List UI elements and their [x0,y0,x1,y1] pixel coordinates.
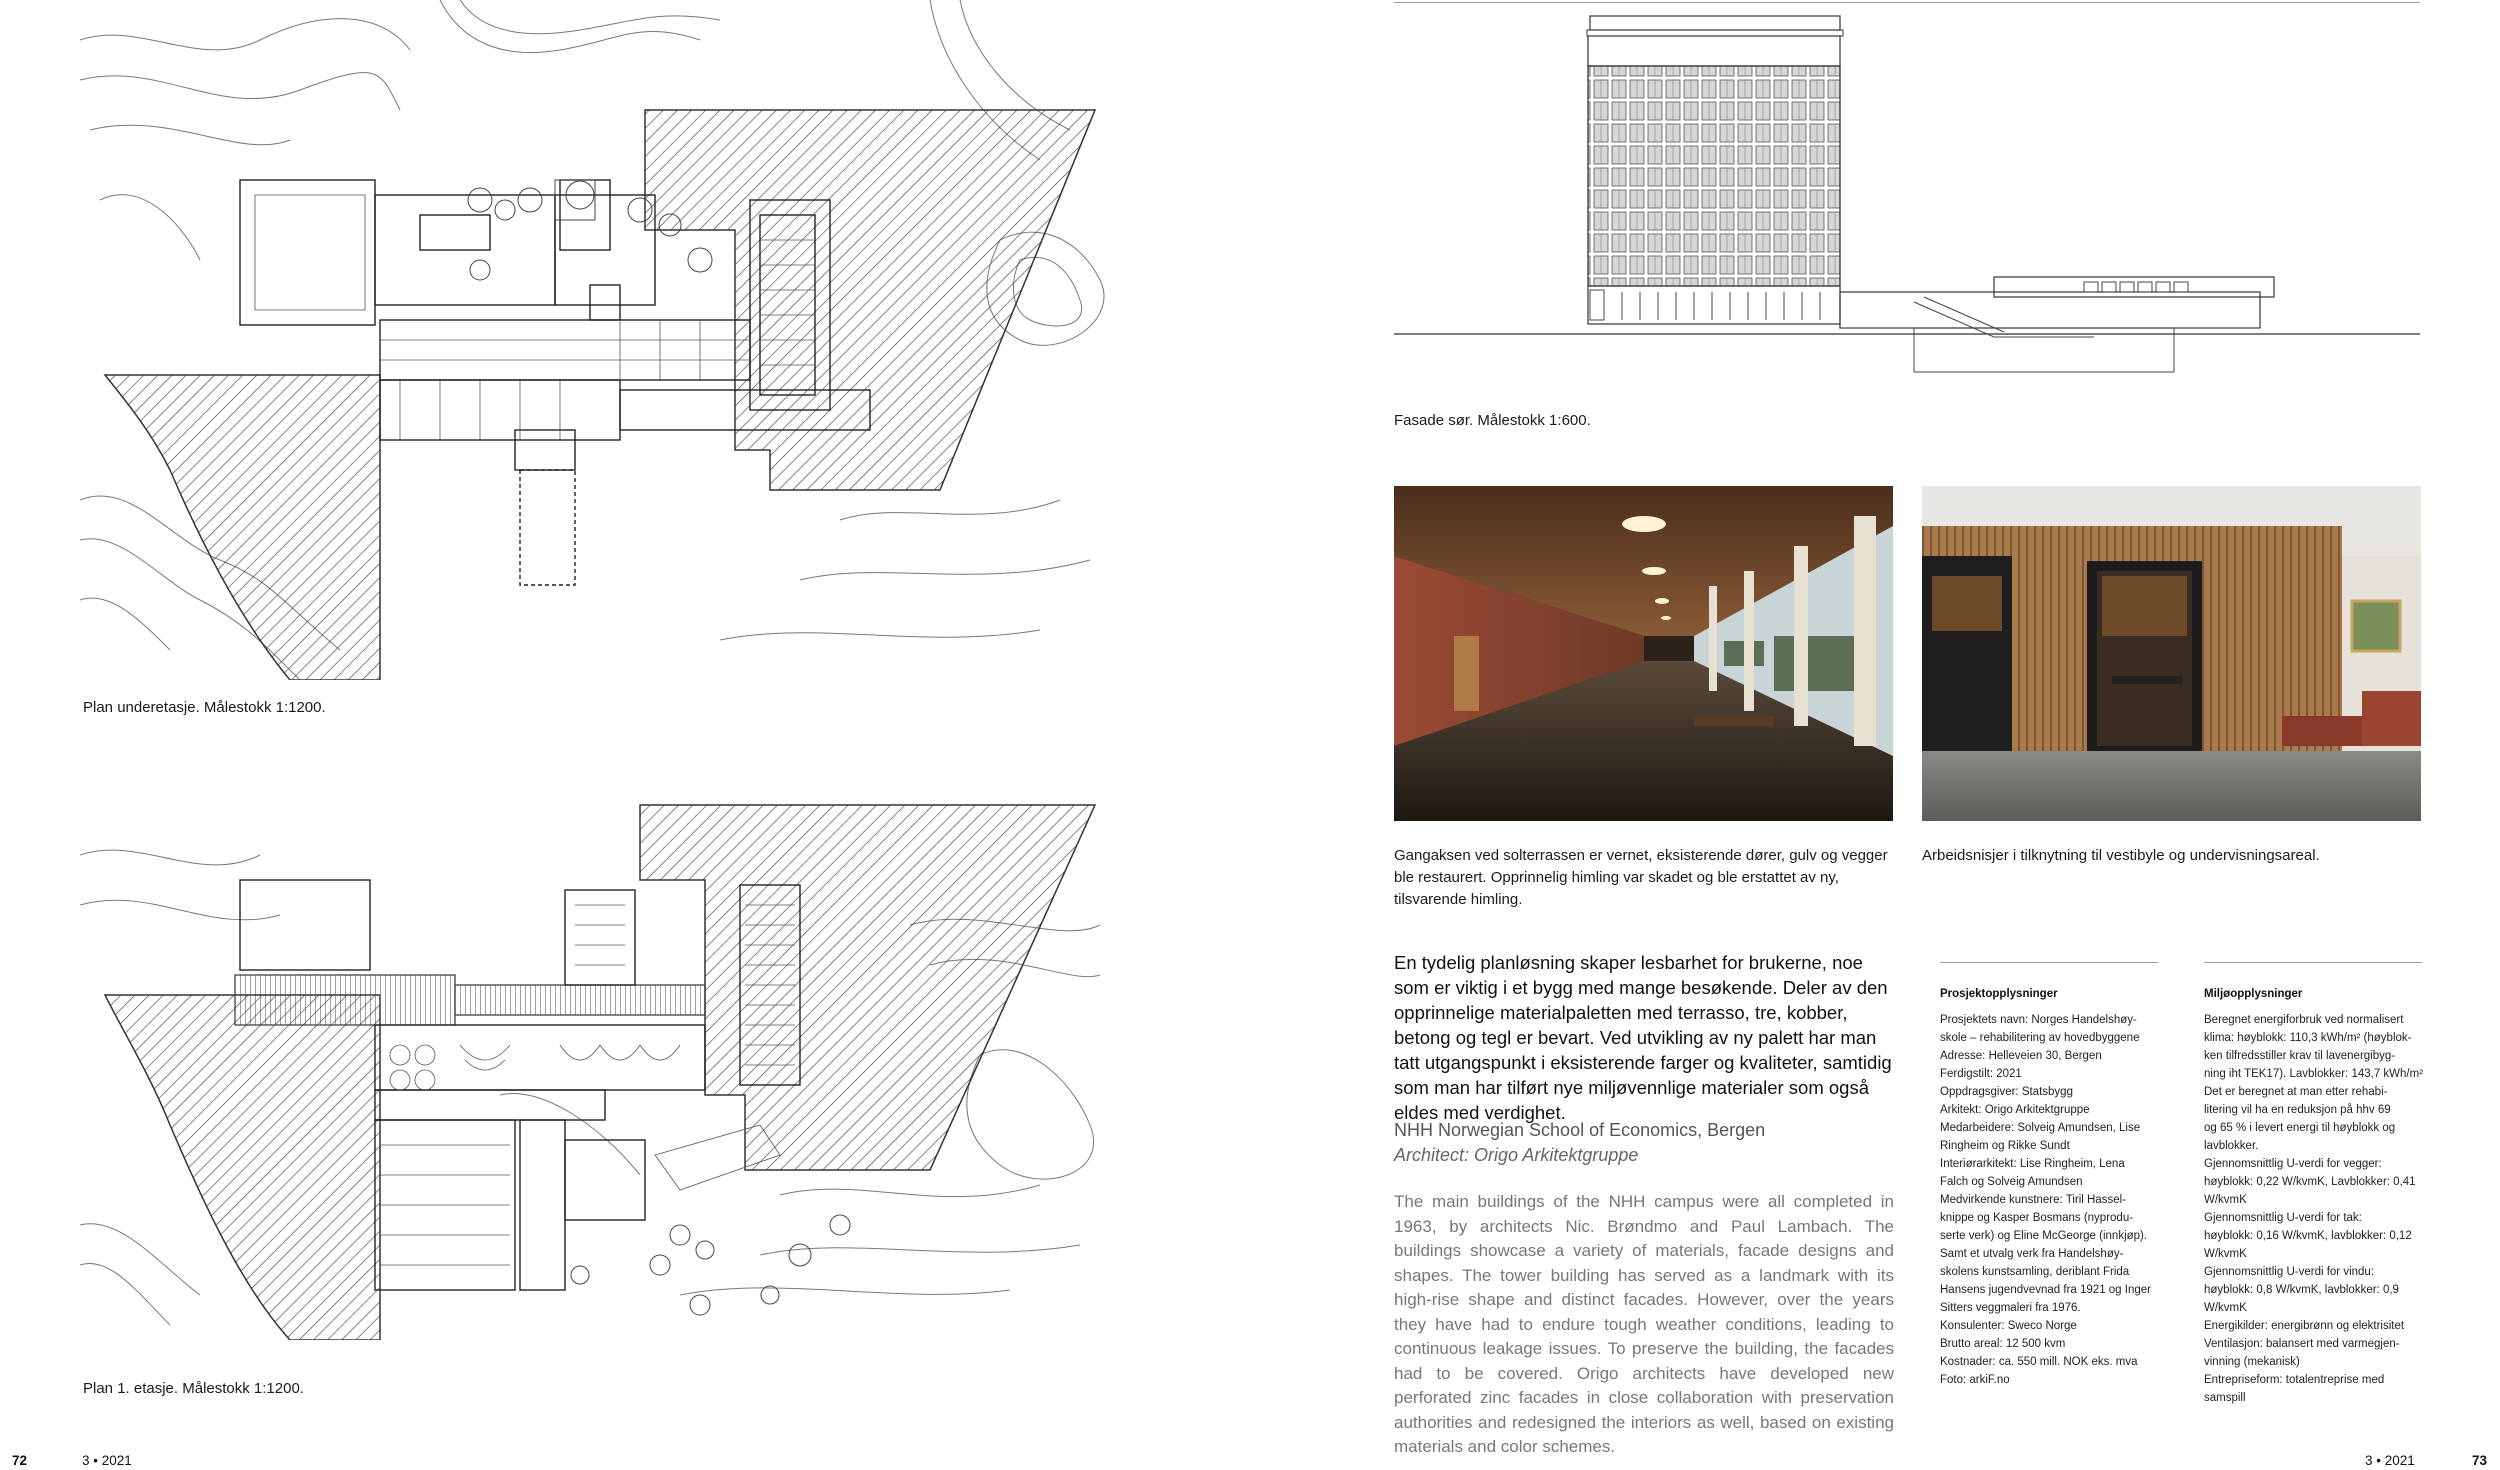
environment-info-line: Entrepriseform: totalentreprise med [2204,1374,2385,1386]
project-info-line: knippe og Kasper Bosmans (nyprodu- [1940,1212,2134,1224]
project-info-line: Interiørarkitekt: Lise Ringheim, Lena [1940,1158,2125,1170]
environment-info-line: Beregnet energiforbruk ved normalisert [2204,1014,2404,1026]
right-page-number: 73 [2472,1453,2488,1468]
environment-info-line: høyblokk: 0,16 W/kvmK, lavblokker: 0,12 [2204,1230,2412,1242]
english-title: NHH Norwegian School of Economics, Bergen [1394,1120,1766,1140]
environment-info-line: Gjennomsnittlig U-verdi for vegger: [2204,1158,2382,1170]
project-info-line: Arkitekt: Origo Arkitektgruppe [1940,1104,2090,1116]
environment-info-line: W/kvmK [2204,1194,2247,1206]
project-info-lines [1940,1011,2160,1389]
photo-corridor [1394,486,1893,821]
environment-info-line: Gjennomsnittlig U-verdi for tak: [2204,1212,2362,1224]
environment-info-line: ning iht TEK17). Lavblokker: 143,7 kWh/m² [2204,1068,2424,1080]
environment-info-line: Energikilder: energibrønn og elektrisitet [2204,1320,2405,1332]
project-info-line: Adresse: Helleveien 30, Bergen [1940,1050,2102,1062]
project-info-line: Foto: arkiF.no [1940,1374,2010,1386]
environment-info-line: høyblokk: 0,22 W/kvmK, Lavblokker: 0,41 [2204,1176,2416,1188]
project-info-heading: Prosjektopplysninger [1940,988,2058,1000]
environment-info-line: lavblokker. [2204,1140,2259,1152]
environment-info-line: Gjennomsnittlig U-verdi for vindu: [2204,1266,2375,1278]
environment-info-line: vinning (mekanisk) [2204,1356,2300,1368]
environment-info-line: W/kvmK [2204,1302,2247,1314]
project-info-line: Ferdigstilt: 2021 [1940,1068,2022,1080]
caption-facade-south: Fasade sør. Målestokk 1:600. [1394,412,1591,429]
environment-info-line: W/kvmK [2204,1248,2247,1260]
left-page-number: 72 [12,1453,28,1468]
environment-info-line: klima: høyblokk: 110,3 kWh/m² (høyblok- [2204,1032,2412,1044]
project-info-line: serte verk) og Eline McGeorge (innkjøp). [1940,1230,2148,1242]
article-lead-paragraph: En tydelig planløsning skaper lesbarhet for brukerne, noe som er viktig i et bygg med mange besøkende. Deler av den opprinnelige materialpaletten med terrasso, tre, kobber, betong og tegl er bevart. Ved utvikling av ny palett har man tatt utgangspunkt i eksisterende farger og kvaliteter, samtidig som man har tilført nye miljøvennlige materialer som også eldes med verdighet. [1394,952,1892,1123]
project-info-line: Samt et utvalg verk fra Handelshøy- [1940,1248,2124,1260]
project-info-line: Konsulenter: Sweco Norge [1940,1320,2077,1332]
caption-plan-first-floor: Plan 1. etasje. Målestokk 1:1200. [83,1380,304,1397]
left-issue-label: 3 • 2021 [82,1453,132,1468]
project-info-line: Brutto areal: 12 500 kvm [1940,1338,2066,1350]
environment-info-line: Det er beregnet at man etter rehabi- [2204,1086,2388,1098]
environment-info-line: samspill [2204,1392,2246,1404]
project-info-line: Kostnader: ca. 550 mill. NOK eks. mva [1940,1356,2138,1368]
environment-info-line: høyblokk: 0,8 W/kvmK, lavblokker: 0,9 [2204,1284,2399,1296]
environment-info-heading: Miljøopplysninger [2204,988,2303,1000]
environment-info-line: og 65 % i levert energi til høyblokk og [2204,1122,2396,1134]
project-info-line: skole – rehabilitering av hovedbyggene [1940,1032,2140,1044]
project-info-line: Ringheim og Rikke Sundt [1940,1140,2070,1152]
english-summary-paragraph: The main buildings of the NHH campus were all completed in 1963, by architects Nic. Brøndmo and Paul Lambach. The buildings showcase a variety of materials, facade designs and shapes. The tower building has served as a landmark with its high-rise shape and distinct facades. However, over the years they have had to endure tough weather conditions, leading to continuous leakage issues. To preserve the building, the facades had to be covered. Origo architects have developed new perforated zinc facades in close collaboration with preservation authorities and redesigned the interiors as well, based on existing materials and color schemes. [1394,1192,1894,1456]
environment-info-line: ken tilfredsstiller krav til lavenergibyg- [2204,1050,2396,1062]
photo-work-niches [1922,486,2421,821]
environment-info-line: litering vil ha en reduksjon på hhv 69 [2204,1104,2391,1116]
environment-info-column [2204,985,2424,1407]
project-info-rule [1940,962,2158,963]
environment-info-rule [2204,962,2422,963]
project-info-line: Medvirkende kunstnere: Tiril Hassel- [1940,1194,2126,1206]
top-rule [1394,2,2420,3]
project-info-line: Oppdragsgiver: Statsbygg [1940,1086,2073,1098]
right-issue-label: 3 • 2021 [2365,1453,2415,1468]
facade-south-drawing [1394,12,2420,382]
project-info-line: Medarbeidere: Solveig Amundsen, Lise [1940,1122,2141,1134]
project-info-line: Prosjektets navn: Norges Handelshøy- [1940,1014,2137,1026]
caption-photo-corridor: Gangaksen ved solterrassen er vernet, eksisterende dører, gulv og vegger ble restaurert. Opprinnelig himling var skadet og ble erstattet av ny, tilsvarende himling. [1394,847,1888,908]
plan-lower-floor-drawing [80,0,1110,680]
project-info-line: Falch og Solveig Amundsen [1940,1176,2083,1188]
project-info-line: skolens kunstsamling, deriblant Frida [1940,1266,2130,1278]
environment-info-lines [2204,1011,2424,1407]
environment-info-line: Ventilasjon: balansert med varmegjen- [2204,1338,2400,1350]
english-architect: Architect: Origo Arkitektgruppe [1394,1145,1639,1165]
plan-first-floor-drawing [80,795,1110,1340]
caption-photo-niches: Arbeidsnisjer i tilknytning til vestibyle og undervisningsareal. [1922,847,2320,864]
project-info-column [1940,985,2160,1389]
caption-plan-lower-floor: Plan underetasje. Målestokk 1:1200. [83,699,326,716]
project-info-line: Hansens jugendvevnad fra 1921 og Inger [1940,1284,2151,1296]
project-info-line: Sitters veggmaleri fra 1976. [1940,1302,2081,1314]
